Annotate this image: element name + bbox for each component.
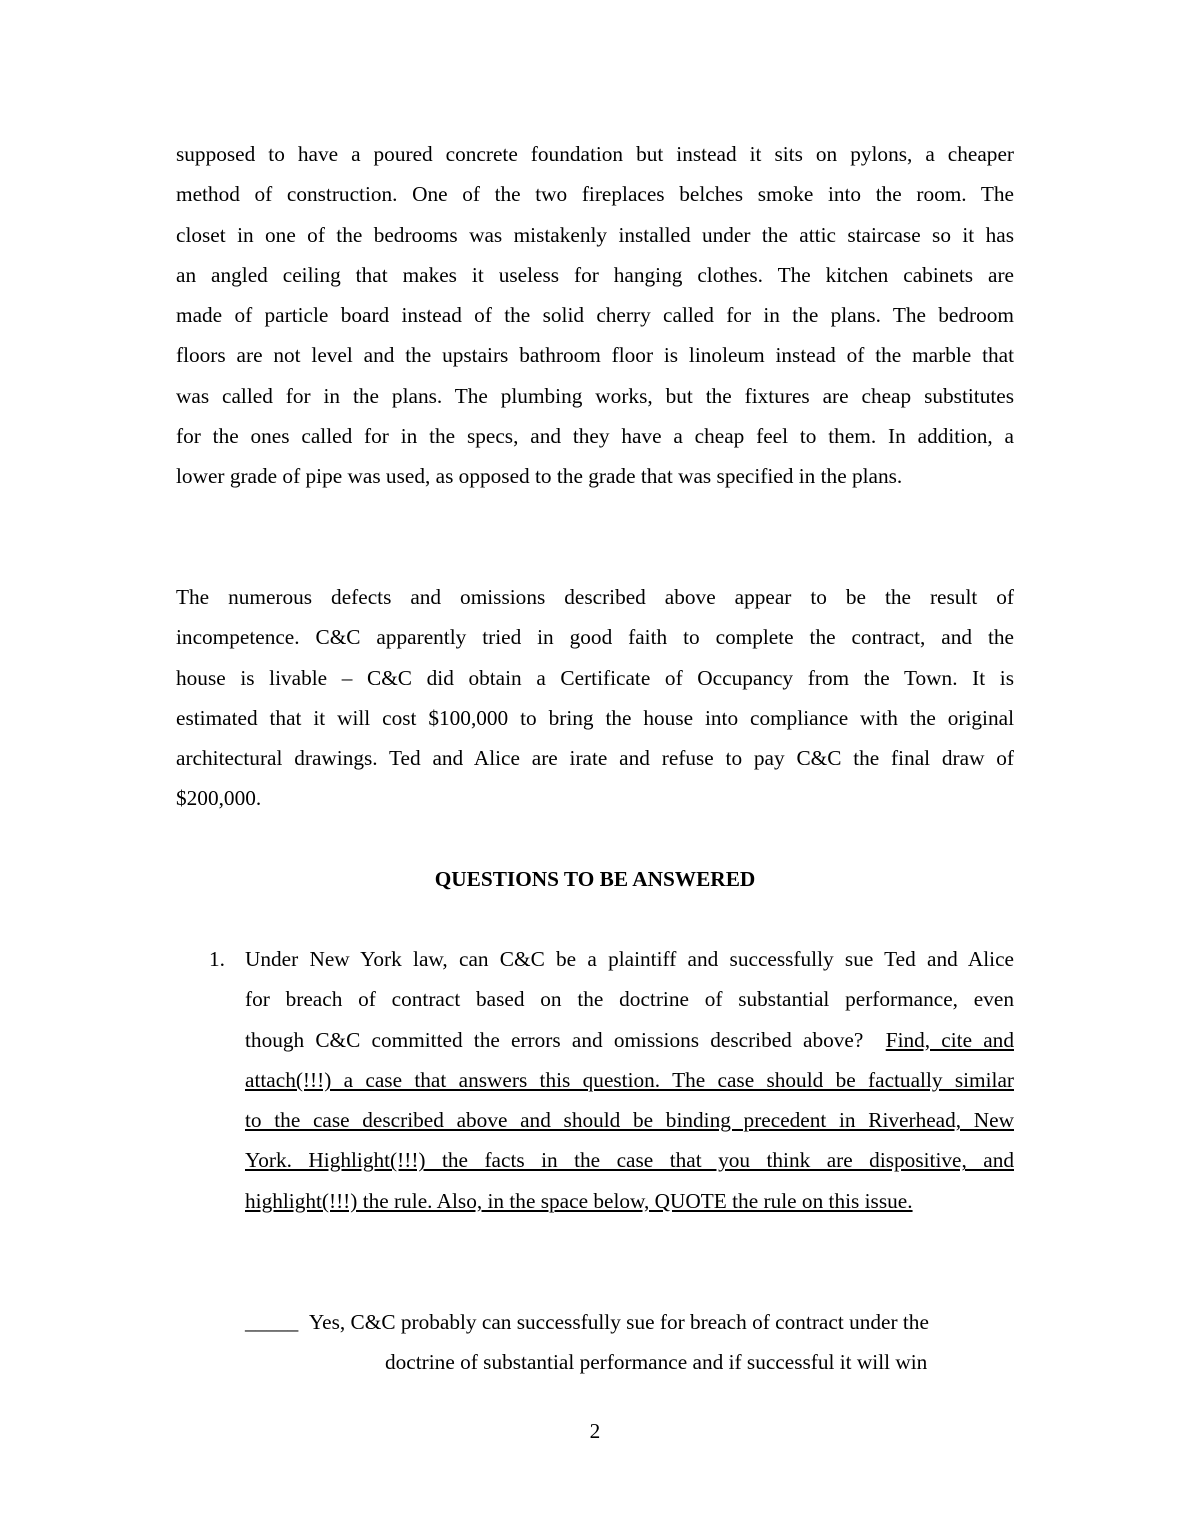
paragraph-line: for the ones called for in the specs, and they have a cheap feel to them. In addition, a xyxy=(176,424,1014,449)
paragraph-line: The numerous defects and omissions described above appear to be the result of xyxy=(176,585,1014,609)
answer-option-text-continued: doctrine of substantial performance and if successful it will win xyxy=(385,1350,928,1374)
question-line xyxy=(245,979,1014,1019)
question-instruction-underlined: to the case described above and should be binding precedent in Riverhead, New xyxy=(245,1108,1014,1133)
paragraph-line: method of construction. One of the two fireplaces belches smoke into the room. The xyxy=(176,182,1014,207)
question-instruction-underlined: York. Highlight(!!!) the facts in the case that you think are dispositive, and xyxy=(245,1148,1014,1173)
question-instruction-underlined: highlight(!!!) the rule. Also, in the space below, QUOTE the rule on this issue. xyxy=(245,1188,913,1213)
answer-blank[interactable]: _____ xyxy=(245,1310,299,1334)
paragraph-line: $200,000. xyxy=(176,786,262,811)
paragraph-line: was called for in the plans. The plumbing works, but the fixtures are cheap substitutes xyxy=(176,383,1014,408)
question-number: 1. xyxy=(209,947,225,971)
page-number: 2 xyxy=(589,1419,601,1443)
paragraph-line: estimated that it will cost $100,000 to bring the house into compliance with the original xyxy=(176,705,1014,730)
question-line-plain: Under New York law, can C&C be a plaintiff and successfully sue Ted and Alice xyxy=(245,947,1014,971)
paragraph-line: lower grade of pipe was used, as opposed to the grade that was specified in the plans. xyxy=(176,464,903,489)
facts-paragraph-continued xyxy=(176,134,1014,497)
answer-option-text: Yes, C&C probably can successfully sue for breach of contract under the xyxy=(308,1310,929,1334)
defects-summary-paragraph xyxy=(176,577,1014,819)
section-heading: QUESTIONS TO BE ANSWERED xyxy=(434,867,756,891)
paragraph-line: incompetence. C&C apparently tried in good faith to complete the contract, and the xyxy=(176,625,1014,650)
paragraph-line: made of particle board instead of the solid cherry called for in the plans. The bedroom xyxy=(176,303,1014,328)
question-line-plain: though C&C committed the errors and omissions described above? xyxy=(245,1027,886,1052)
question-line xyxy=(245,939,1014,979)
paragraph-line: closet in one of the bedrooms was mistakenly installed under the attic staircase so it has xyxy=(176,222,1014,247)
question-1-text xyxy=(245,939,1014,1221)
paragraph-line: architectural drawings. Ted and Alice are irate and refuse to pay C&C the final draw of xyxy=(176,746,1014,771)
paragraph-line: floors are not level and the upstairs bathroom floor is linoleum instead of the marble that xyxy=(176,343,1014,368)
answer-option-yes xyxy=(245,1302,1025,1342)
question-instruction-underlined: attach(!!!) a case that answers this question. The case should be factually similar xyxy=(245,1067,1014,1092)
paragraph-line: an angled ceiling that makes it useless for hanging clothes. The kitchen cabinets are xyxy=(176,262,1014,287)
paragraph-line: house is livable – C&C did obtain a Certificate of Occupancy from the Town. It is xyxy=(176,665,1014,690)
question-instruction-underlined: Find, cite and xyxy=(885,1027,1014,1052)
question-line-plain: for breach of contract based on the doctrine of substantial performance, even xyxy=(245,987,1014,1012)
question-line xyxy=(245,1020,1014,1060)
paragraph-line: supposed to have a poured concrete foundation but instead it sits on pylons, a cheaper xyxy=(176,142,1014,166)
